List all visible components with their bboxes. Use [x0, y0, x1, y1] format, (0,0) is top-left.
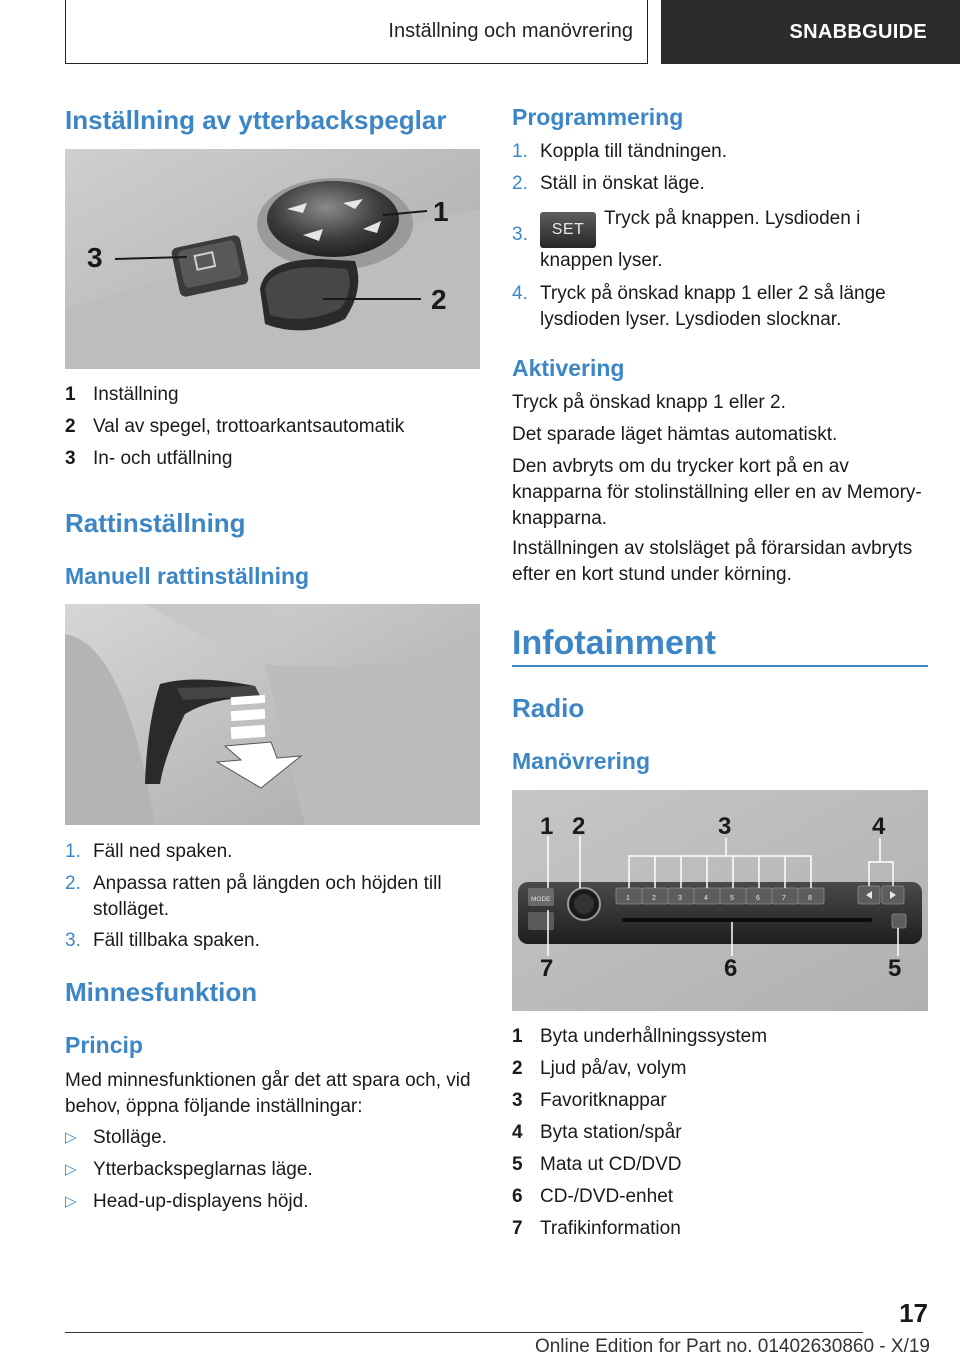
memory-title: Minnesfunktion — [65, 977, 258, 1007]
radio-callout-4: 4 — [872, 813, 886, 840]
section-title: Inställning och manövrering — [388, 20, 633, 42]
mirror-callout-3: 3 — [87, 242, 103, 273]
mirror-controls-figure — [65, 149, 480, 369]
activation-paragraph: Den avbryts om du trycker kort på en av knapparna för stolinställning eller en av Memory-knapparna. — [512, 456, 922, 529]
preset-label-5: 5 — [730, 895, 734, 902]
preset-label-6: 6 — [756, 895, 760, 902]
mirror-callout-1: 1 — [433, 196, 449, 227]
activation-paragraph: Tryck på önskad knapp 1 eller 2. — [512, 392, 786, 413]
radio-panel-figure — [512, 790, 928, 1011]
steering-lever-figure — [65, 604, 480, 825]
guide-label: SNABBGUIDE — [789, 20, 927, 43]
footer-rule — [65, 1332, 863, 1333]
radio-callout-1: 1 — [540, 813, 554, 840]
preset-label-3: 3 — [678, 895, 682, 902]
radio-callout-5: 5 — [888, 955, 902, 982]
header-section-title — [65, 0, 648, 64]
activation-title: Aktivering — [512, 355, 625, 381]
programming-title: Programmering — [512, 104, 684, 130]
memory-subtitle: Princip — [65, 1032, 143, 1058]
mode-button-label: MODE — [531, 896, 551, 903]
infotainment-title: Infotainment — [512, 624, 716, 662]
steering-title: Rattinställning — [65, 508, 246, 538]
preset-label-2: 2 — [652, 895, 656, 902]
preset-label-7: 7 — [782, 895, 786, 902]
radio-callout-3: 3 — [718, 813, 732, 840]
infotainment-rule — [512, 665, 928, 667]
set-button-icon: SET — [540, 212, 596, 248]
preset-label-8: 8 — [808, 895, 812, 902]
mirror-callout-2: 2 — [431, 284, 447, 315]
page-number: 17 — [899, 1298, 928, 1328]
activation-paragraph: Inställningen av stolsläget på förarsidan avbryts efter en kort stund under körning. — [512, 538, 913, 585]
mirrors-title: Inställning av ytterbackspeglar — [65, 105, 447, 135]
footer-edition: Online Edition for Part no. 01402630860 - X/19 — [534, 1336, 930, 1357]
radio-callout-6: 6 — [724, 955, 738, 982]
radio-title: Radio — [512, 693, 585, 723]
preset-label-1: 1 — [626, 895, 630, 902]
radio-callout-2: 2 — [572, 813, 586, 840]
header-guide-tab — [661, 0, 960, 64]
operation-title: Manövrering — [512, 748, 651, 774]
activation-paragraph: Det sparade läget hämtas automatiskt. — [512, 424, 838, 445]
memory-intro: Med minnesfunktionen går det att spara och, vid behov, öppna följande inställningar: — [65, 1070, 471, 1117]
radio-callout-7: 7 — [540, 955, 554, 982]
steering-subtitle: Manuell rattinställning — [65, 563, 310, 589]
preset-label-4: 4 — [704, 895, 708, 902]
